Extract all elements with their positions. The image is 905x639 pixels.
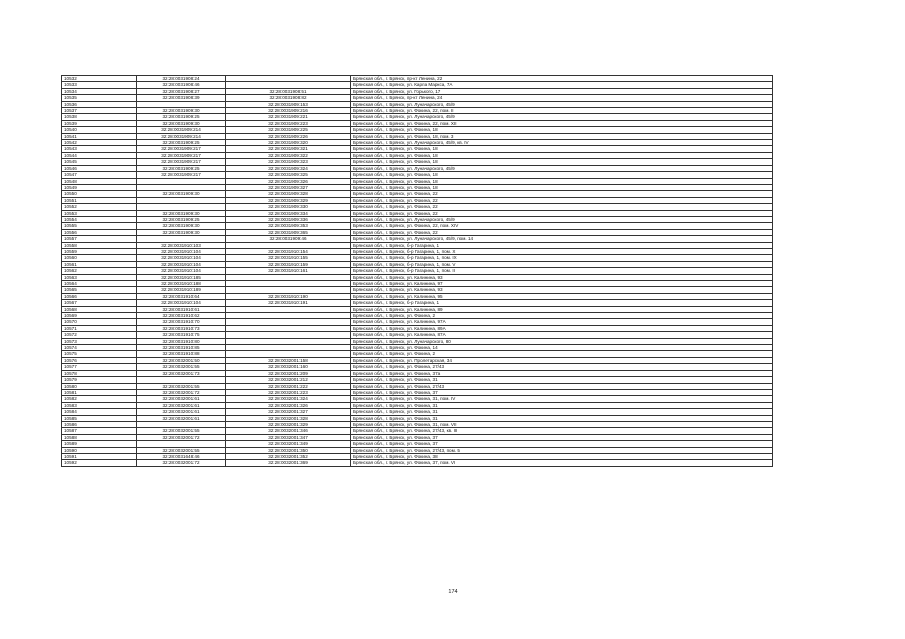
cadastral-number-cell: 32:28:0031908:39 [137, 95, 226, 101]
address-cell: Брянская обл., г. Брянск, ул. Фокина, 22 [351, 197, 773, 203]
cadastral-number-cell: 32:28:0031909:30 [137, 120, 226, 126]
row-number-cell: 10583 [62, 402, 137, 408]
row-number-cell: 10564 [62, 281, 137, 287]
address-cell: Брянская обл., г. Брянск, б-р Гагарина, 1, пом. II [351, 268, 773, 274]
cadastral-number-cell: 32:28:0031909:214 [137, 133, 226, 139]
cadastral-number-cell: 32:28:0032001:73 [137, 370, 226, 376]
related-cadastral-number-cell: 32:28:0031909:322 [226, 152, 351, 158]
cadastral-number-cell: 32:28:0031908:46 [137, 82, 226, 88]
row-number-cell: 10546 [62, 165, 137, 171]
cadastral-number-cell: 32:28:0031910:188 [137, 281, 226, 287]
address-cell: Брянская обл., г. Брянск, ул. Фокина, 18 [351, 152, 773, 158]
row-number-cell: 10582 [62, 396, 137, 402]
related-cadastral-number-cell: 32:28:0031909:324 [226, 165, 351, 171]
address-cell: Брянская обл., г. Брянск, ул. Калинина, 95 [351, 293, 773, 299]
row-number-cell: 10535 [62, 95, 137, 101]
related-cadastral-number-cell: 32:28:0032001:212 [226, 377, 351, 383]
address-cell: Брянская обл., г. Брянск, ул. Фокина, 31 [351, 409, 773, 415]
related-cadastral-number-cell: 32:28:0031909:327 [226, 184, 351, 190]
cadastral-number-cell: 32:28:0032001:55 [137, 447, 226, 453]
address-cell: Брянская обл., г. Брянск, ул. Фокина, 2 [351, 313, 773, 319]
row-number-cell: 10570 [62, 319, 137, 325]
cadastral-number-cell: 32:28:0032001:72 [137, 389, 226, 395]
related-cadastral-number-cell: 32:28:0031909:326 [226, 178, 351, 184]
address-cell: Брянская обл., г. Брянск, б-р Гагарина, 1 [351, 242, 773, 248]
row-number-cell: 10569 [62, 313, 137, 319]
row-number-cell: 10556 [62, 229, 137, 235]
related-cadastral-number-cell: 32:28:0032001:160 [226, 364, 351, 370]
related-cadastral-number-cell: 32:28:0031909:216 [226, 108, 351, 114]
row-number-cell: 10585 [62, 415, 137, 421]
address-cell: Брянская обл., г. Брянск, б-р Гагарина, 1 [351, 300, 773, 306]
cadastral-number-cell: 32:28:0031908:24 [137, 76, 226, 82]
related-cadastral-number-cell: 32:28:0032001:352 [226, 453, 351, 459]
address-cell: Брянская обл., г. Брянск, б-р Гагарина, 1, пом. X [351, 248, 773, 254]
row-number-cell: 10555 [62, 223, 137, 229]
address-cell: Брянская обл., г. Брянск, ул. Луначарского, 45/9, кв. IV [351, 140, 773, 146]
address-cell: Брянская обл., г. Брянск, ул. Луначарского, 45/9 [351, 101, 773, 107]
address-cell: Брянская обл., г. Брянск, ул. Фокина, 22 [351, 229, 773, 235]
row-number-cell: 10566 [62, 293, 137, 299]
register-table [61, 75, 773, 467]
related-cadastral-number-cell: 32:28:0031910:159 [226, 261, 351, 267]
page-number: 174 [448, 589, 458, 595]
row-number-cell: 10577 [62, 364, 137, 370]
cadastral-number-cell: 32:28:0031910:80 [137, 338, 226, 344]
row-number-cell: 10587 [62, 428, 137, 434]
related-cadastral-number-cell: 32:28:0032001:223 [226, 389, 351, 395]
cadastral-number-cell: 32:28:0031909:30 [137, 108, 226, 114]
row-number-cell: 10568 [62, 306, 137, 312]
cadastral-number-cell: 32:28:0031908:27 [137, 88, 226, 94]
cadastral-number-cell: 32:28:0032001:61 [137, 396, 226, 402]
related-cadastral-number-cell: 32:28:0032001:328 [226, 415, 351, 421]
row-number-cell: 10588 [62, 434, 137, 440]
cadastral-number-cell: 32:28:0031910:103 [137, 242, 226, 248]
address-cell: Брянская обл., г. Брянск, ул. Фокина, 31 [351, 415, 773, 421]
row-number-cell: 10554 [62, 216, 137, 222]
related-cadastral-number-cell: 32:28:0031909:153 [226, 101, 351, 107]
address-cell: Брянская обл., г. Брянск, ул. Фокина, 37 [351, 389, 773, 395]
cadastral-number-cell: 32:28:0031910:62 [137, 313, 226, 319]
address-cell: Брянская обл., г. Брянск, ул. Фокина, 22 [351, 210, 773, 216]
row-number-cell: 10544 [62, 152, 137, 158]
related-cadastral-number-cell: 32:28:0032001:350 [226, 447, 351, 453]
row-number-cell: 10557 [62, 236, 137, 242]
address-cell: Брянская обл., г. Брянск, ул. Фокина, 22 [351, 204, 773, 210]
address-cell: Брянская обл., г. Брянск, ул. Фокина, 37, пом. VI [351, 460, 773, 466]
row-number-cell: 10548 [62, 178, 137, 184]
cadastral-number-cell: 32:28:0031909:30 [137, 223, 226, 229]
related-cadastral-number-cell: 32:28:0031909:321 [226, 146, 351, 152]
cadastral-number-cell: 32:28:0032001:50 [137, 357, 226, 363]
cadastral-number-cell: 32:28:0031909:30 [137, 229, 226, 235]
cadastral-number-cell: 32:28:0031909:25 [137, 114, 226, 120]
cadastral-number-cell: 32:28:0032001:55 [137, 383, 226, 389]
cadastral-number-cell: 32:28:0031910:104 [137, 255, 226, 261]
row-number-cell: 10589 [62, 441, 137, 447]
cadastral-number-cell: 32:28:0031910:64 [137, 293, 226, 299]
address-cell: Брянская обл., г. Брянск, ул. Фокина, 31, пом. VII [351, 421, 773, 427]
address-cell: Брянская обл., г. Брянск, б-р Гагарина, 1, пом. V [351, 261, 773, 267]
row-number-cell: 10532 [62, 76, 137, 82]
row-number-cell: 10558 [62, 242, 137, 248]
related-cadastral-number-cell: 32:28:0032001:222 [226, 383, 351, 389]
cadastral-number-cell: 32:28:0031910:73 [137, 325, 226, 331]
related-cadastral-number-cell: 32:28:0031909:320 [226, 140, 351, 146]
related-cadastral-number-cell: 32:28:0031909:336 [226, 216, 351, 222]
cadastral-number-cell: 32:28:0031909:217 [137, 172, 226, 178]
cadastral-number-cell: 32:28:0031910:85 [137, 345, 226, 351]
address-cell: Брянская обл., г. Брянск, ул. Горького, 17 [351, 88, 773, 94]
related-cadastral-number-cell: 32:28:0032001:326 [226, 402, 351, 408]
related-cadastral-number-cell: 32:28:0032001:346 [226, 428, 351, 434]
address-cell: Брянская обл., г. Брянск, ул. Калинина, 93 [351, 287, 773, 293]
address-cell: Брянская обл., г. Брянск, пр-кт Ленина, 24 [351, 95, 773, 101]
cadastral-number-cell: 32:28:0032001:55 [137, 364, 226, 370]
row-number-cell: 10586 [62, 421, 137, 427]
related-cadastral-number-cell: 32:28:0032001:324 [226, 396, 351, 402]
row-number-cell: 10592 [62, 460, 137, 466]
related-cadastral-number-cell: 32:28:0031909:334 [226, 210, 351, 216]
cadastral-number-cell: 32:28:0031910:104 [137, 268, 226, 274]
related-cadastral-number-cell: 32:28:0032001:158 [226, 357, 351, 363]
row-number-cell: 10590 [62, 447, 137, 453]
row-number-cell: 10543 [62, 146, 137, 152]
cadastral-number-cell: 32:28:0031909:217 [137, 159, 226, 165]
address-cell: Брянская обл., г. Брянск, ул. Фокина, 18 [351, 159, 773, 165]
row-number-cell: 10542 [62, 140, 137, 146]
row-number-cell: 10549 [62, 184, 137, 190]
row-number-cell: 10541 [62, 133, 137, 139]
address-cell: Брянская обл., г. Брянск, ул. Фокина, 14 [351, 345, 773, 351]
address-cell: Брянская обл., г. Брянск, ул. Фокина, 31 [351, 377, 773, 383]
row-number-cell: 10551 [62, 197, 137, 203]
address-cell: Брянская обл., г. Брянск, ул. Фокина, 31, пом. IV [351, 396, 773, 402]
cadastral-number-cell: 32:28:0031910:104 [137, 261, 226, 267]
related-cadastral-number-cell: 32:28:0031910:191 [226, 300, 351, 306]
row-number-cell: 10571 [62, 325, 137, 331]
related-cadastral-number-cell: 32:28:0031909:223 [226, 120, 351, 126]
address-cell: Брянская обл., г. Брянск, ул. Фокина, 27/43 [351, 383, 773, 389]
cadastral-number-cell: 32:28:0032001:55 [137, 428, 226, 434]
row-number-cell: 10545 [62, 159, 137, 165]
address-cell: Брянская обл., г. Брянск, ул. Фокина, 18 [351, 184, 773, 190]
table-row [62, 460, 773, 466]
related-cadastral-number-cell: 32:28:0032001:329 [226, 421, 351, 427]
address-cell: Брянская обл., г. Брянск, ул. Фокина, 38 [351, 453, 773, 459]
address-cell: Брянская обл., г. Брянск, ул. Фокина, 27/43 [351, 364, 773, 370]
related-cadastral-number-cell: 32:28:0031908:82 [226, 95, 351, 101]
related-cadastral-number-cell: 32:28:0031910:190 [226, 293, 351, 299]
address-cell: Брянская обл., г. Брянск, ул. Фокина, 27/43, кв. III [351, 428, 773, 434]
row-number-cell: 10584 [62, 409, 137, 415]
address-cell: Брянская обл., г. Брянск, ул. Фокина, 22, пом. II [351, 108, 773, 114]
address-cell: Брянская обл., г. Брянск, ул. Фокина, 31 [351, 402, 773, 408]
row-number-cell: 10540 [62, 127, 137, 133]
row-number-cell: 10550 [62, 191, 137, 197]
related-cadastral-number-cell: 32:28:0031908:51 [226, 88, 351, 94]
row-number-cell: 10579 [62, 377, 137, 383]
row-number-cell: 10573 [62, 338, 137, 344]
address-cell: Брянская обл., г. Брянск, ул. Фокина, 18 [351, 178, 773, 184]
cadastral-number-cell: 32:28:0031909:25 [137, 140, 226, 146]
related-cadastral-number-cell: 32:28:0031909:325 [226, 172, 351, 178]
row-number-cell: 10560 [62, 255, 137, 261]
address-cell: Брянская обл., г. Брянск, ул. Луначарского, 45/9, пом. 14 [351, 236, 773, 242]
row-number-cell: 10539 [62, 120, 137, 126]
cadastral-number-cell: 32:28:0031909:214 [137, 127, 226, 133]
cadastral-number-cell: 32:28:0031909:25 [137, 165, 226, 171]
cadastral-number-cell: 32:28:0032001:61 [137, 409, 226, 415]
address-cell: Брянская обл., г. Брянск, ул. Калинина, 89А [351, 325, 773, 331]
cadastral-number-cell: 32:28:0031910:61 [137, 306, 226, 312]
related-cadastral-number-cell: 32:28:0032001:347 [226, 434, 351, 440]
row-number-cell: 10567 [62, 300, 137, 306]
row-number-cell: 10565 [62, 287, 137, 293]
related-cadastral-number-cell: 32:28:0031909:225 [226, 127, 351, 133]
row-number-cell: 10572 [62, 332, 137, 338]
address-cell: Брянская обл., г. Брянск, ул. Калинина, 87А [351, 332, 773, 338]
row-number-cell: 10576 [62, 357, 137, 363]
register-table-body [62, 76, 773, 467]
address-cell: Брянская обл., г. Брянск, ул. Калинина, 89 [351, 306, 773, 312]
related-cadastral-number-cell: 32:28:0031909:328 [226, 191, 351, 197]
related-cadastral-number-cell: 32:28:0031909:221 [226, 114, 351, 120]
address-cell: Брянская обл., г. Брянск, ул. Луначарского, 45/9 [351, 114, 773, 120]
address-cell: Брянская обл., г. Брянск, ул. Калинина, 97 [351, 281, 773, 287]
row-number-cell: 10580 [62, 383, 137, 389]
cadastral-number-cell: 32:28:0031910:104 [137, 248, 226, 254]
cadastral-number-cell: 32:28:0031909:25 [137, 216, 226, 222]
row-number-cell: 10591 [62, 453, 137, 459]
address-cell: Брянская обл., г. Брянск, ул. Фокина, 22 [351, 191, 773, 197]
cadastral-number-cell: 32:28:0031648:46 [137, 453, 226, 459]
cadastral-number-cell: 32:28:0032001:72 [137, 434, 226, 440]
address-cell: Брянская обл., г. Брянск, ул. Фокина, 18 [351, 127, 773, 133]
address-cell: Брянская обл., г. Брянск, ул. Фокина, 37 [351, 434, 773, 440]
related-cadastral-number-cell: 32:28:0031909:353 [226, 223, 351, 229]
cadastral-number-cell: 32:28:0032001:61 [137, 402, 226, 408]
related-cadastral-number-cell: 32:28:0031909:330 [226, 204, 351, 210]
address-cell: Брянская обл., г. Брянск, ул. Фокина, 18 [351, 172, 773, 178]
row-number-cell: 10559 [62, 248, 137, 254]
address-cell: Брянская обл., г. Брянск, ул. Фокина, 18 [351, 146, 773, 152]
address-cell: Брянская обл., г. Брянск, ул. Фокина, 37а [351, 370, 773, 376]
related-cadastral-number-cell: 32:28:0032001:349 [226, 441, 351, 447]
row-number-cell: 10547 [62, 172, 137, 178]
row-number-cell: 10578 [62, 370, 137, 376]
related-cadastral-number-cell: 32:28:0031909:46 [226, 236, 351, 242]
related-cadastral-number-cell: 32:28:0031909:365 [226, 229, 351, 235]
cadastral-number-cell: 32:28:0031910:75 [137, 332, 226, 338]
address-cell: Брянская обл., г. Брянск, ул. Фокина, 18, пом. 3 [351, 133, 773, 139]
address-cell: Брянская обл., г. Брянск, пр-кт Ленина, 22 [351, 76, 773, 82]
cadastral-number-cell: 32:28:0031909:30 [137, 191, 226, 197]
cadastral-number-cell: 32:28:0031910:104 [137, 300, 226, 306]
row-number-cell: 10563 [62, 274, 137, 280]
address-cell: Брянская обл., г. Брянск, ул. Фокина, 37 [351, 441, 773, 447]
cadastral-number-cell: 32:28:0031910:189 [137, 287, 226, 293]
row-number-cell: 10553 [62, 210, 137, 216]
cadastral-number-cell: 32:28:0031910:88 [137, 351, 226, 357]
address-cell: Брянская обл., г. Брянск, ул. Калинина, 97А [351, 319, 773, 325]
address-cell: Брянская обл., г. Брянск, ул. Калинина, 93 [351, 274, 773, 280]
related-cadastral-number-cell: 32:28:0032001:369 [226, 460, 351, 466]
row-number-cell: 10562 [62, 268, 137, 274]
cadastral-number-cell: 32:28:0032001:61 [137, 415, 226, 421]
cadastral-number-cell: 32:28:0031910:70 [137, 319, 226, 325]
row-number-cell: 10561 [62, 261, 137, 267]
row-number-cell: 10581 [62, 389, 137, 395]
address-cell: Брянская обл., г. Брянск, ул. Луначарского, 80 [351, 338, 773, 344]
address-cell: Брянская обл., г. Брянск, ул. Фокина, 22, пом. XII [351, 120, 773, 126]
address-cell: Брянская обл., г. Брянск, ул. Карла Маркса, 7А [351, 82, 773, 88]
cadastral-number-cell: 32:28:0032001:72 [137, 460, 226, 466]
row-number-cell: 10533 [62, 82, 137, 88]
related-cadastral-number-cell: 32:28:0031909:323 [226, 159, 351, 165]
row-number-cell: 10536 [62, 101, 137, 107]
row-number-cell: 10537 [62, 108, 137, 114]
row-number-cell: 10538 [62, 114, 137, 120]
address-cell: Брянская обл., г. Брянск, ул. Фокина, 27/43, пом. 5 [351, 447, 773, 453]
related-cadastral-number-cell: 32:28:0031909:329 [226, 197, 351, 203]
row-number-cell: 10575 [62, 351, 137, 357]
related-cadastral-number-cell: 32:28:0031910:155 [226, 255, 351, 261]
related-cadastral-number-cell: 32:28:0031910:161 [226, 268, 351, 274]
cadastral-number-cell: 32:28:0031910:185 [137, 274, 226, 280]
related-cadastral-number-cell: 32:28:0031909:226 [226, 133, 351, 139]
row-number-cell: 10574 [62, 345, 137, 351]
cadastral-number-cell: 32:28:0031909:217 [137, 152, 226, 158]
address-cell: Брянская обл., г. Брянск, ул. Пролетарская, 34 [351, 357, 773, 363]
cadastral-number-cell: 32:28:0031909:217 [137, 146, 226, 152]
related-cadastral-number-cell: 32:28:0031910:154 [226, 248, 351, 254]
row-number-cell: 10552 [62, 204, 137, 210]
address-cell: Брянская обл., г. Брянск, б-р Гагарина, 1, пом. IX [351, 255, 773, 261]
cadastral-number-cell: 32:28:0031909:30 [137, 210, 226, 216]
related-cadastral-number-cell: 32:28:0032001:327 [226, 409, 351, 415]
address-cell: Брянская обл., г. Брянск, ул. Фокина, 2 [351, 351, 773, 357]
address-cell: Брянская обл., г. Брянск, ул. Фокина, 22, пом. XIV [351, 223, 773, 229]
row-number-cell: 10534 [62, 88, 137, 94]
address-cell: Брянская обл., г. Брянск, ул. Луначарского, 45/9 [351, 165, 773, 171]
address-cell: Брянская обл., г. Брянск, ул. Луначарского, 45/9 [351, 216, 773, 222]
related-cadastral-number-cell: 32:28:0032001:209 [226, 370, 351, 376]
